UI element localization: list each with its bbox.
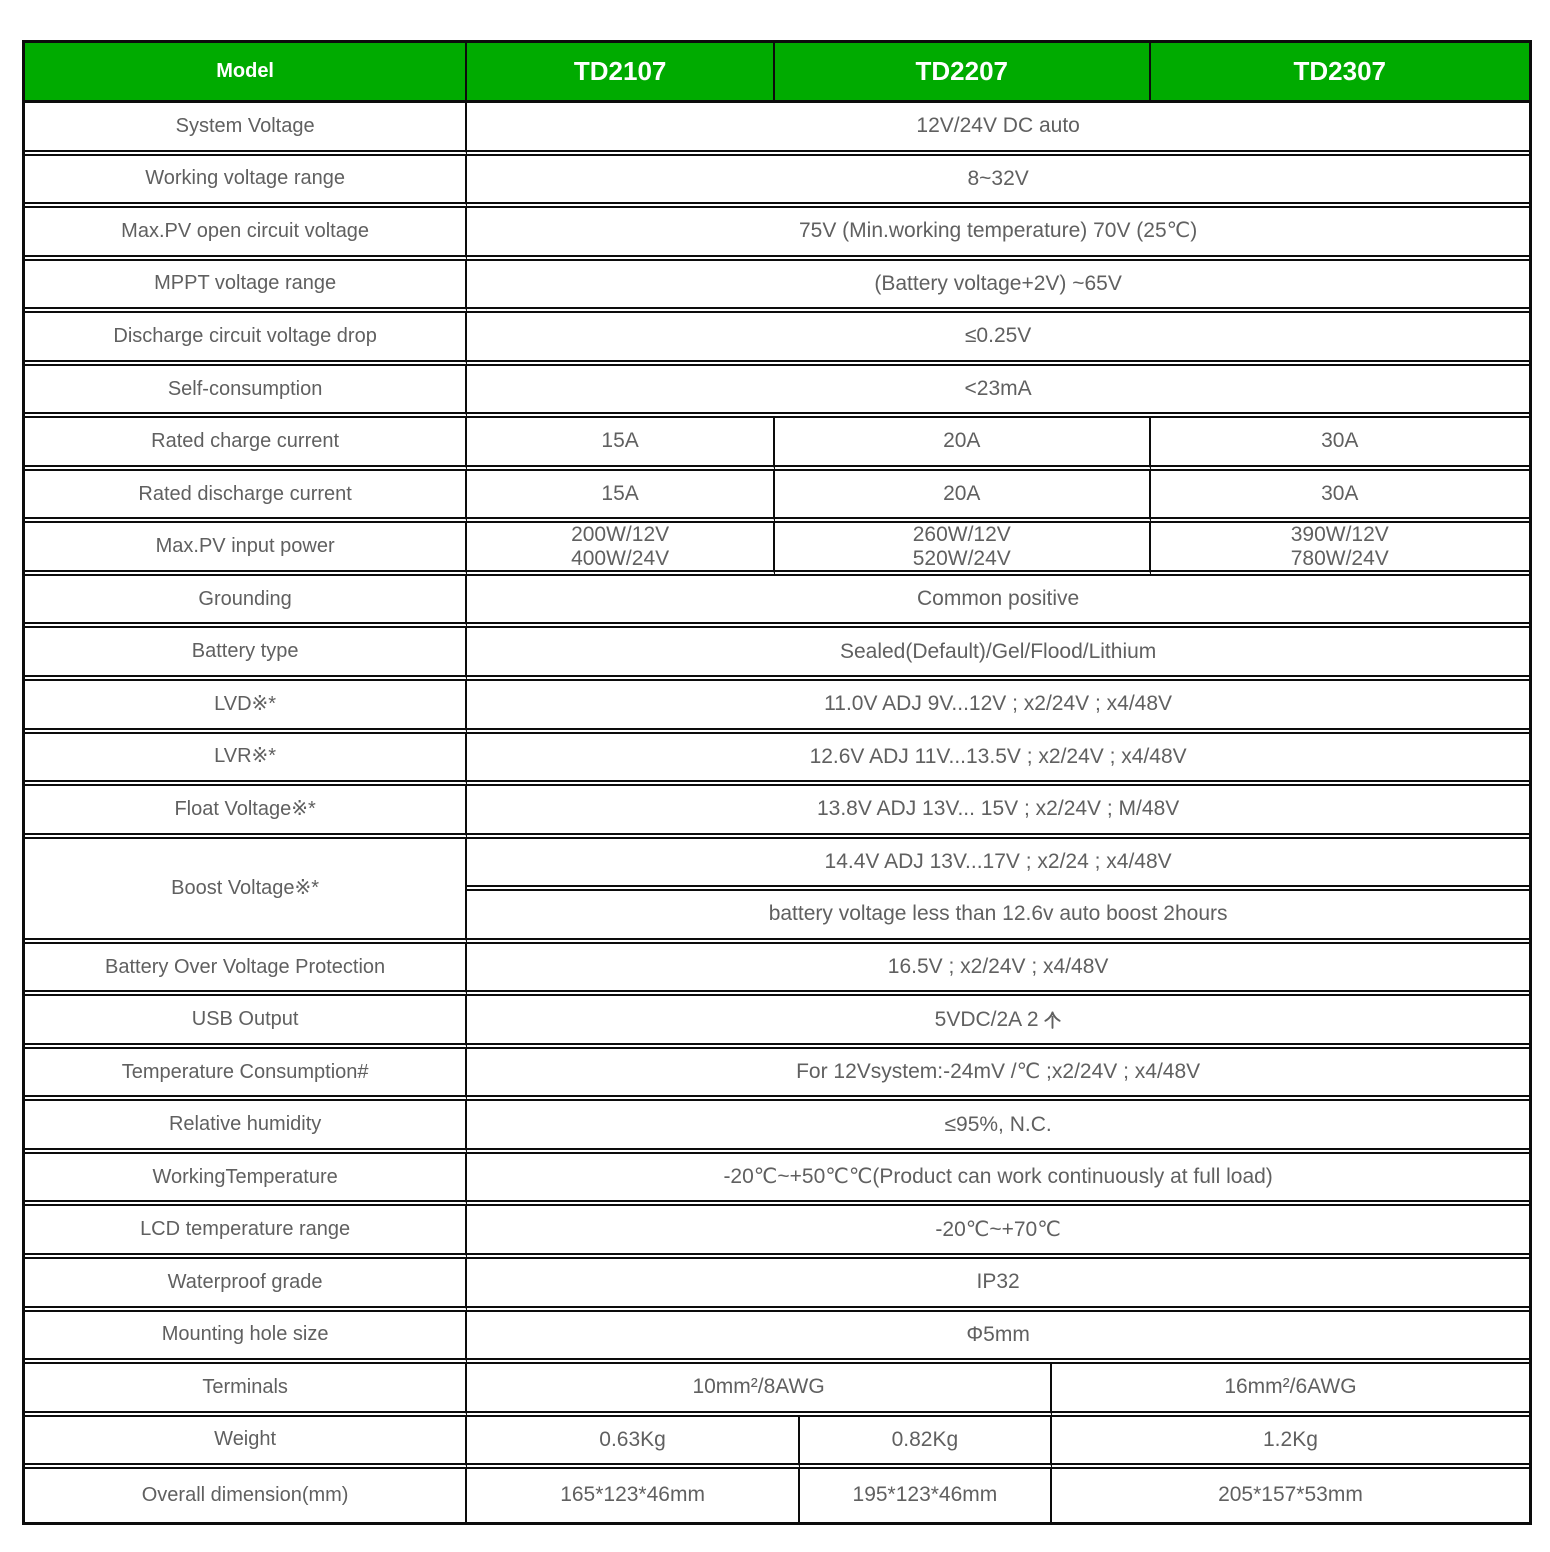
row-lcd-temperature-range-label: LCD temperature range: [25, 1206, 467, 1259]
row-overall-dimension-label: Overall dimension(mm): [25, 1469, 467, 1522]
header-td2107: TD2107: [467, 43, 775, 103]
header-model: Model: [25, 43, 467, 103]
row-battery-type-label: Battery type: [25, 628, 467, 681]
row-overall-dimension-td2307: 205*157*53mm: [1218, 1483, 1363, 1507]
row-max-pv-input-power-label: Max.PV input power: [25, 523, 467, 576]
row-weight-td2307: 1.2Kg: [1052, 1417, 1529, 1470]
row-weight-td2207: 0.82Kg: [800, 1417, 1052, 1470]
row-self-consumption-value: <23mA: [467, 366, 1529, 419]
max-pv-input-power-td2107-line1: 200W/12V: [571, 523, 670, 546]
max-pv-input-power-td2307-line1: 390W/12V: [1290, 523, 1389, 546]
usb-output-text: 5VDC/2A 2: [934, 1007, 1039, 1031]
row-grounding-value: Common positive: [467, 576, 1529, 629]
row-relative-humidity-value: ≤95%, N.C.: [467, 1101, 1529, 1154]
row-max-pv-input-power-td2107: [467, 523, 775, 576]
row-waterproof-grade-value: IP32: [467, 1259, 1529, 1312]
row-working-voltage-range-value: 8~32V: [467, 156, 1529, 209]
row-rated-charge-current-td2207: 20A: [775, 418, 1151, 471]
row-mppt-voltage-range-value: (Battery voltage+2V) ~65V: [467, 261, 1529, 314]
row-mppt-voltage-range-label: MPPT voltage range: [25, 261, 467, 314]
row-relative-humidity-label: Relative humidity: [25, 1101, 467, 1154]
row-lvr-label: LVR※*: [25, 734, 467, 787]
row-lcd-temperature-range-value: -20℃~+70℃: [467, 1206, 1529, 1259]
max-pv-input-power-td2107-line2: 400W/24V: [571, 546, 670, 570]
row-max-pv-input-power-td2307: [1151, 523, 1530, 576]
header-td2207: TD2207: [775, 43, 1151, 103]
row-weight-label: Weight: [25, 1417, 467, 1470]
row-lvr-value: 12.6V ADJ 11V...13.5V ; x2/24V ; x4/48V: [467, 734, 1529, 787]
row-rated-discharge-current-td2107: 15A: [467, 471, 775, 524]
row-max-pv-open-circuit-voltage-label: Max.PV open circuit voltage: [25, 208, 467, 261]
row-rated-charge-current-td2307: 30A: [1151, 418, 1530, 471]
row-battery-type-value: Sealed(Default)/Gel/Flood/Lithium: [467, 628, 1529, 681]
row-discharge-circuit-voltage-drop-label: Discharge circuit voltage drop: [25, 313, 467, 366]
max-pv-input-power-td2307-line2: 780W/24V: [1290, 546, 1389, 570]
row-working-temperature-label: WorkingTemperature: [25, 1154, 467, 1207]
row-max-pv-open-circuit-voltage-value: 75V (Min.working temperature) 70V (25℃): [467, 208, 1529, 261]
row-float-voltage-label: Float Voltage※*: [25, 786, 467, 839]
row-waterproof-grade-label: Waterproof grade: [25, 1259, 467, 1312]
row-max-pv-input-power-td2207: [775, 523, 1151, 576]
row-boost-voltage-value2: battery voltage less than 12.6v auto boost 2hours: [467, 891, 1529, 944]
max-pv-input-power-td2207-line1: 260W/12V: [912, 523, 1011, 546]
row-rated-charge-current-td2107: 15A: [467, 418, 775, 471]
row-terminals-left-value: 10mm²/8AWG: [467, 1364, 1052, 1417]
row-terminals-right-value: 16mm²/6AWG: [1052, 1364, 1529, 1417]
row-terminals-label: Terminals: [25, 1364, 467, 1417]
row-float-voltage-value: 13.8V ADJ 13V... 15V ; x2/24V ; M/48V: [467, 786, 1529, 839]
row-boost-voltage-label: Boost Voltage※*: [25, 839, 467, 944]
row-temperature-consumption-value: For 12Vsystem:-24mV /℃ ;x2/24V ; x4/48V: [467, 1049, 1529, 1102]
header-td2307: TD2307: [1151, 43, 1530, 103]
row-overall-dimension-td2107: 165*123*46mm: [467, 1469, 800, 1522]
row-system-voltage-value: 12V/24V DC auto: [467, 103, 1529, 156]
row-weight-td2107: 0.63Kg: [467, 1417, 800, 1470]
row-working-temperature-value: -20℃~+50℃℃(Product can work continuously at full load): [467, 1154, 1529, 1207]
row-discharge-circuit-voltage-drop-value: ≤0.25V: [467, 313, 1529, 366]
row-rated-discharge-current-td2207: 20A: [775, 471, 1151, 524]
row-rated-charge-current-label: Rated charge current: [25, 418, 467, 471]
row-mounting-hole-size-value: Φ5mm: [467, 1312, 1529, 1365]
row-rated-discharge-current-label: Rated discharge current: [25, 471, 467, 524]
row-lvd-label: LVD※*: [25, 681, 467, 734]
spec-table: [22, 40, 1532, 1525]
row-rated-discharge-current-td2307: 30A: [1151, 471, 1530, 524]
row-boost-voltage-value1: 14.4V ADJ 13V...17V ; x2/24 ; x4/48V: [467, 839, 1529, 892]
row-battery-over-voltage-protection-label: Battery Over Voltage Protection: [25, 944, 467, 997]
row-battery-over-voltage-protection-value: 16.5V ; x2/24V ; x4/48V: [467, 944, 1529, 997]
row-usb-output-label: USB Output: [25, 996, 467, 1049]
row-working-voltage-range-label: Working voltage range: [25, 156, 467, 209]
row-grounding-label: Grounding: [25, 576, 467, 629]
row-lvd-value: 11.0V ADJ 9V...12V ; x2/24V ; x4/48V: [467, 681, 1529, 734]
row-mounting-hole-size-label: Mounting hole size: [25, 1312, 467, 1365]
row-usb-output-value: [467, 996, 1529, 1049]
row-self-consumption-label: Self-consumption: [25, 366, 467, 419]
cjk-ge-icon: [1043, 1010, 1062, 1030]
row-temperature-consumption-label: Temperature Consumption#: [25, 1049, 467, 1102]
row-overall-dimension-td2207: 195*123*46mm: [800, 1469, 1052, 1522]
row-system-voltage-label: System Voltage: [25, 103, 467, 156]
max-pv-input-power-td2207-line2: 520W/24V: [912, 546, 1011, 570]
